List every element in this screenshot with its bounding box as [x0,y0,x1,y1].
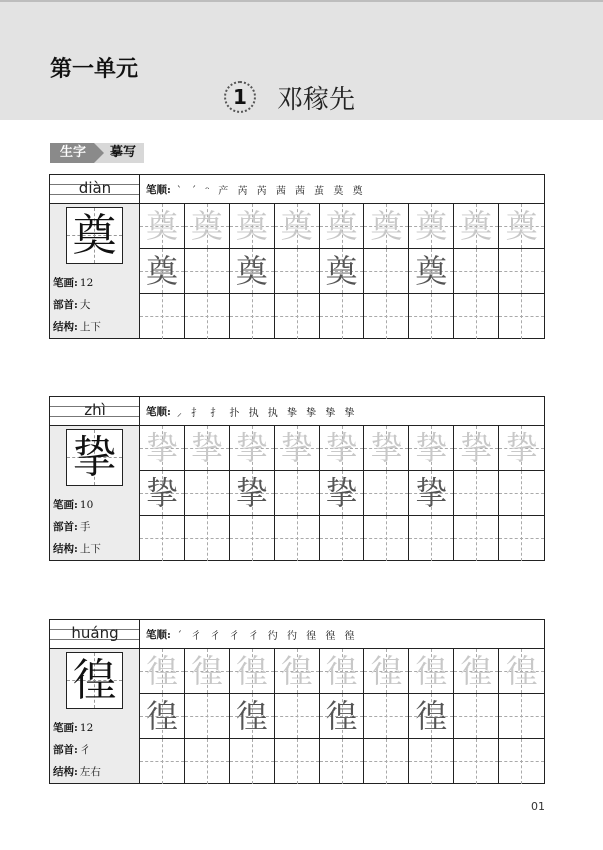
writing-cell[interactable] [275,649,320,693]
trace-character: 徨 [415,652,448,690]
section-tag-label: 生字 [50,143,94,163]
writing-cell[interactable] [185,694,230,738]
grid-row [140,516,544,561]
trace-character: 奠 [460,207,493,245]
stroke-order-label: 笔顺: [146,183,171,196]
writing-cell[interactable] [499,471,544,515]
stroke-order-label: 笔顺: [146,405,171,418]
writing-cell[interactable] [409,739,454,784]
stroke-count-value: 10 [79,499,94,511]
writing-cell[interactable] [454,516,499,561]
writing-cell[interactable] [320,739,365,784]
writing-cell[interactable] [454,694,499,738]
writing-cell[interactable] [409,426,454,470]
writing-cell[interactable] [320,204,365,248]
writing-cell[interactable] [364,204,409,248]
example-character: 奠 [325,252,358,290]
writing-cell[interactable] [185,426,230,470]
writing-cell[interactable] [499,649,544,693]
writing-cell[interactable] [275,294,320,339]
writing-cell[interactable] [454,426,499,470]
writing-cell[interactable] [454,249,499,293]
stroke-count-line [53,275,93,290]
stroke-order-row [140,397,544,426]
radical-label: 部首: [53,521,78,533]
stroke-count-value: 12 [79,277,94,289]
trace-character: 奠 [505,207,538,245]
writing-cell[interactable] [320,294,365,339]
model-character-box [66,429,123,486]
writing-cell[interactable] [275,694,320,738]
structure-value: 上下 [79,543,101,555]
example-character: 徨 [235,697,268,735]
writing-cell[interactable] [364,294,409,339]
writing-cell[interactable] [409,204,454,248]
writing-cell[interactable] [364,426,409,470]
pinyin-text: zhì [84,401,106,419]
trace-character: 奠 [370,207,403,245]
writing-cell[interactable] [499,426,544,470]
stroke-count-label: 笔画: [53,722,78,734]
writing-cell[interactable] [185,294,230,339]
writing-cell[interactable] [499,204,544,248]
stroke-order-row [140,175,544,204]
example-character: 挚 [235,474,268,512]
writing-cell[interactable] [275,516,320,561]
structure-label: 结构: [53,766,78,778]
writing-cell[interactable] [275,249,320,293]
grid-row [140,294,544,339]
writing-cell[interactable] [364,649,409,693]
trace-character: 徨 [325,652,358,690]
pinyin-box [50,175,140,204]
writing-cell[interactable] [230,471,275,515]
writing-cell[interactable] [140,249,185,293]
structure-label: 结构: [53,543,78,555]
writing-cell[interactable] [320,426,365,470]
writing-cell[interactable] [409,249,454,293]
trace-character: 徨 [370,652,403,690]
writing-cell[interactable] [499,249,544,293]
practice-card [49,619,545,784]
writing-cell[interactable] [409,294,454,339]
writing-cell[interactable] [364,471,409,515]
trace-character: 奠 [280,207,313,245]
pinyin-text: huáng [71,624,119,642]
writing-cell[interactable] [230,516,275,561]
trace-character: 奠 [235,207,268,245]
example-character: 奠 [235,252,268,290]
writing-cell[interactable] [320,471,365,515]
trace-character: 徨 [190,652,223,690]
writing-cell[interactable] [320,649,365,693]
grid-row [140,249,544,294]
radical-label: 部首: [53,299,78,311]
writing-cell[interactable] [364,249,409,293]
trace-character: 挚 [190,429,223,467]
practice-grid [140,426,544,560]
example-character: 挚 [415,474,448,512]
writing-cell[interactable] [499,516,544,561]
practice-grid [140,649,544,783]
trace-character: 挚 [370,429,403,467]
pinyin-text: diàn [78,179,112,197]
model-character: 徨 [72,655,117,706]
practice-grid [140,204,544,338]
example-character: 徨 [415,697,448,735]
trace-character: 挚 [415,429,448,467]
stroke-order-sequence: ` ˊ ᵔ 产 芮 芮 茜 茜 茧 莫 奠 [176,185,366,197]
writing-cell[interactable] [185,649,230,693]
model-character: 奠 [72,210,117,261]
writing-cell[interactable] [275,204,320,248]
writing-cell[interactable] [230,694,275,738]
writing-cell[interactable] [185,249,230,293]
writing-cell[interactable] [320,249,365,293]
model-character-box [66,652,123,709]
grid-row [140,694,544,739]
structure-line [53,541,101,556]
grid-row [140,426,544,471]
section-tag [50,143,144,163]
writing-cell[interactable] [454,649,499,693]
writing-cell[interactable] [499,294,544,339]
writing-cell[interactable] [230,249,275,293]
writing-cell[interactable] [409,649,454,693]
writing-cell[interactable] [230,426,275,470]
writing-cell[interactable] [454,294,499,339]
example-character: 徨 [145,697,178,735]
trace-character: 奠 [145,207,178,245]
stroke-count-value: 12 [79,722,94,734]
writing-cell[interactable] [140,649,185,693]
lesson-title: 邓稼先 [277,85,356,115]
model-character-box [66,207,123,264]
writing-cell[interactable] [320,516,365,561]
writing-cell[interactable] [140,516,185,561]
stroke-order-row [140,620,544,649]
structure-line [53,319,101,334]
grid-row [140,471,544,516]
writing-cell[interactable] [230,204,275,248]
radical-line [53,742,90,757]
trace-character: 徨 [145,652,178,690]
practice-card [49,396,545,561]
writing-cell[interactable] [409,694,454,738]
writing-cell[interactable] [454,471,499,515]
writing-cell[interactable] [275,426,320,470]
writing-cell[interactable] [185,204,230,248]
grid-row [140,739,544,784]
example-character: 徨 [325,697,358,735]
character-info-panel [50,204,140,338]
trace-character: 挚 [325,429,358,467]
character-info-panel [50,426,140,560]
trace-character: 奠 [325,207,358,245]
radical-label: 部首: [53,744,78,756]
stroke-count-line [53,497,93,512]
grid-row [140,649,544,694]
example-character: 奠 [415,252,448,290]
writing-cell[interactable] [230,739,275,784]
stroke-order-sequence: ˊ 彳 彳 彳 彳 彴 彴 徨 徨 徨 [176,630,358,642]
writing-cell[interactable] [140,294,185,339]
pinyin-box [50,620,140,649]
writing-cell[interactable] [499,694,544,738]
writing-cell[interactable] [140,739,185,784]
writing-cell[interactable] [454,739,499,784]
character-info-panel [50,649,140,783]
trace-character: 奠 [415,207,448,245]
writing-cell[interactable] [140,426,185,470]
writing-cell[interactable] [275,471,320,515]
radical-line [53,519,90,534]
writing-cell[interactable] [320,694,365,738]
stroke-count-label: 笔画: [53,277,78,289]
radical-value: 大 [79,299,91,311]
writing-cell[interactable] [185,471,230,515]
example-character: 奠 [145,252,178,290]
writing-cell[interactable] [499,739,544,784]
trace-character: 徨 [280,652,313,690]
page-number: 01 [531,800,545,813]
example-character: 挚 [325,474,358,512]
writing-cell[interactable] [364,694,409,738]
stroke-count-line [53,720,93,735]
stroke-order-sequence: ⸝ 扌 扌 扑 执 执 挚 挚 挚 挚 [176,407,358,419]
writing-cell[interactable] [185,739,230,784]
writing-cell[interactable] [409,471,454,515]
model-character: 挚 [72,432,117,483]
radical-value: 手 [79,521,91,533]
writing-cell[interactable] [409,516,454,561]
writing-cell[interactable] [230,294,275,339]
unit-title: 第一单元 [50,57,139,82]
section-subtitle: 摹写 [94,143,144,163]
stroke-order-label: 笔顺: [146,628,171,641]
structure-value: 左右 [79,766,101,778]
radical-value: 彳 [79,744,91,756]
pinyin-box [50,397,140,426]
practice-card [49,174,545,339]
lesson-number-badge: 1 [224,81,256,113]
trace-character: 挚 [145,429,178,467]
trace-character: 徨 [235,652,268,690]
structure-label: 结构: [53,321,78,333]
writing-cell[interactable] [230,649,275,693]
example-character: 挚 [145,474,178,512]
grid-row [140,204,544,249]
writing-cell[interactable] [140,471,185,515]
writing-cell[interactable] [364,739,409,784]
writing-cell[interactable] [364,516,409,561]
trace-character: 挚 [505,429,538,467]
writing-cell[interactable] [275,739,320,784]
radical-line [53,297,90,312]
writing-cell[interactable] [140,694,185,738]
trace-character: 徨 [460,652,493,690]
writing-cell[interactable] [454,204,499,248]
writing-cell[interactable] [140,204,185,248]
trace-character: 挚 [235,429,268,467]
trace-character: 挚 [280,429,313,467]
stroke-count-label: 笔画: [53,499,78,511]
trace-character: 徨 [505,652,538,690]
trace-character: 挚 [460,429,493,467]
writing-cell[interactable] [185,516,230,561]
structure-line [53,764,101,779]
trace-character: 奠 [190,207,223,245]
structure-value: 上下 [79,321,101,333]
page-header [0,0,603,120]
